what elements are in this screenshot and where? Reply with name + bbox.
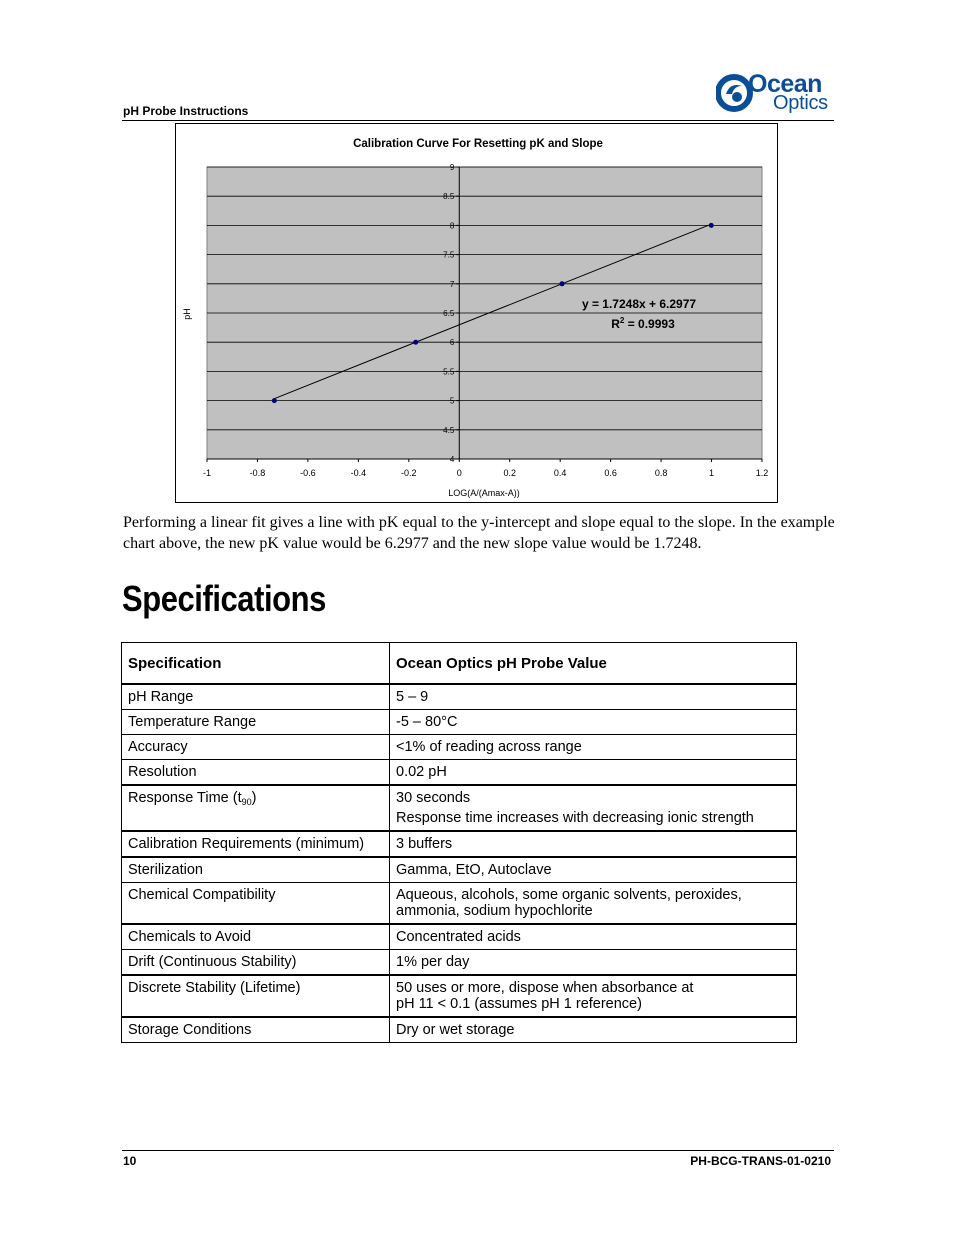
trendline-equation: y = 1.7248x + 6.2977 bbox=[581, 297, 697, 311]
x-tick-label: -0.8 bbox=[249, 468, 266, 478]
y-tick-label: 7.5 bbox=[443, 250, 455, 260]
x-tick-label: 0.2 bbox=[503, 468, 516, 478]
data-point bbox=[559, 281, 564, 286]
value-cell bbox=[390, 785, 797, 831]
x-tick-label: 0.8 bbox=[654, 468, 668, 478]
table-row bbox=[122, 857, 797, 883]
table-row bbox=[122, 735, 797, 760]
x-axis-label: LOG(A/(Amax-A)) bbox=[448, 488, 520, 498]
x-tick-label: 1.2 bbox=[755, 468, 769, 478]
y-tick-label: 5 bbox=[449, 396, 455, 406]
y-tick-label: 9 bbox=[449, 163, 455, 172]
value-line-2: Response time increases with decreasing ionic strength bbox=[396, 810, 754, 826]
y-tick-label: 4.5 bbox=[443, 425, 455, 435]
footer-rule bbox=[122, 1150, 834, 1151]
value-cell: Dry or wet storage bbox=[390, 1017, 797, 1043]
spec-cell: Resolution bbox=[122, 760, 390, 786]
y-tick-label: 6.5 bbox=[443, 309, 455, 318]
spec-cell: Sterilization bbox=[122, 857, 390, 883]
data-point bbox=[709, 223, 714, 228]
y-tick-label: 6 bbox=[449, 338, 455, 348]
section-title: Specifications bbox=[122, 578, 326, 619]
table-row bbox=[122, 785, 797, 831]
data-point bbox=[413, 340, 418, 345]
x-tick-label: 1 bbox=[709, 468, 715, 478]
header-title: pH Probe Instructions bbox=[123, 104, 249, 118]
value-cell: 0.02 pH bbox=[390, 760, 797, 786]
x-tick-label: 0.6 bbox=[604, 468, 617, 478]
x-tick-label: 0 bbox=[456, 468, 462, 478]
header-cell-value: Ocean Optics pH Probe Value bbox=[390, 643, 797, 685]
r-squared-sup: 2 bbox=[619, 316, 625, 325]
table-header-row bbox=[122, 643, 797, 685]
x-tick-label: -0.4 bbox=[350, 468, 367, 478]
table-row bbox=[122, 1017, 797, 1043]
value-line-1: 50 uses or more, dispose when absorbance at bbox=[396, 980, 694, 996]
x-tick-label: -0.6 bbox=[300, 468, 316, 478]
spec-cell: Storage Conditions bbox=[122, 1017, 390, 1043]
spec-cell bbox=[122, 785, 390, 831]
value-cell bbox=[390, 975, 797, 1017]
x-tick-label: -0.2 bbox=[401, 468, 417, 478]
value-cell: 3 buffers bbox=[390, 831, 797, 857]
table-row bbox=[122, 883, 797, 925]
spec-cell: Calibration Requirements (minimum) bbox=[122, 831, 390, 857]
value-cell: Concentrated acids bbox=[390, 924, 797, 950]
y-axis-label: pH bbox=[182, 308, 192, 320]
value-cell: -5 – 80°C bbox=[390, 710, 797, 735]
value-line-1: 30 seconds bbox=[396, 790, 471, 806]
spec-cell: Drift (Continuous Stability) bbox=[122, 950, 390, 976]
page-number: 10 bbox=[123, 1154, 137, 1168]
x-tick-label: 0.4 bbox=[553, 468, 567, 478]
value-cell: Aqueous, alcohols, some organic solvents, peroxides, ammonia, sodium hypochlorite bbox=[390, 883, 797, 925]
r-squared-prefix: R bbox=[611, 317, 620, 331]
y-tick-label: 8 bbox=[449, 221, 455, 231]
x-tick-label: -1 bbox=[202, 468, 212, 478]
value-cell: Gamma, EtO, Autoclave bbox=[390, 857, 797, 883]
table-row bbox=[122, 975, 797, 1017]
y-tick-label: 4 bbox=[449, 455, 455, 464]
table-row bbox=[122, 710, 797, 735]
spec-cell: Temperature Range bbox=[122, 710, 390, 735]
spec-cell: Discrete Stability (Lifetime) bbox=[122, 975, 390, 1017]
chart-title: Calibration Curve For Resetting pK and Slope bbox=[353, 138, 603, 150]
table-row bbox=[122, 760, 797, 786]
value-cell: <1% of reading across range bbox=[390, 735, 797, 760]
table-row bbox=[122, 950, 797, 976]
logo-text-ocean: Ocean bbox=[748, 70, 822, 98]
spec-text-suffix: ) bbox=[251, 790, 257, 806]
y-tick-label: 8.5 bbox=[443, 192, 455, 202]
spec-cell: Chemicals to Avoid bbox=[122, 924, 390, 950]
chart-svg bbox=[176, 124, 777, 502]
y-tick-label: 5.5 bbox=[443, 367, 455, 377]
table-row bbox=[122, 924, 797, 950]
header-cell-specification: Specification bbox=[122, 643, 390, 685]
chart-explanation-paragraph: Performing a linear fit gives a line with pK equal to the y-intercept and slope equal to the slope. In the example chart above, the new pK value would be 6.2977 and the new slope value would be 1.7248. bbox=[123, 514, 835, 552]
value-cell: 1% per day bbox=[390, 950, 797, 976]
calibration-chart bbox=[175, 123, 778, 503]
spec-subscript: 90 bbox=[241, 797, 252, 807]
y-tick-label: 7 bbox=[449, 279, 455, 289]
header-rule bbox=[122, 120, 834, 121]
spec-cell: pH Range bbox=[122, 684, 390, 710]
logo-text-optics: Optics bbox=[773, 92, 828, 114]
document-code: PH-BCG-TRANS-01-0210 bbox=[690, 1154, 831, 1168]
table-row bbox=[122, 684, 797, 710]
ocean-optics-logo bbox=[716, 70, 836, 116]
spec-cell: Chemical Compatibility bbox=[122, 883, 390, 925]
specifications-table bbox=[121, 642, 797, 1043]
table-row bbox=[122, 831, 797, 857]
value-line-2: pH 11 < 0.1 (assumes pH 1 reference) bbox=[396, 996, 642, 1012]
spec-text: Response Time (t bbox=[128, 790, 242, 806]
spec-cell: Accuracy bbox=[122, 735, 390, 760]
value-cell: 5 – 9 bbox=[390, 684, 797, 710]
data-point bbox=[272, 398, 277, 403]
r-squared-value: = 0.9993 bbox=[624, 317, 675, 331]
